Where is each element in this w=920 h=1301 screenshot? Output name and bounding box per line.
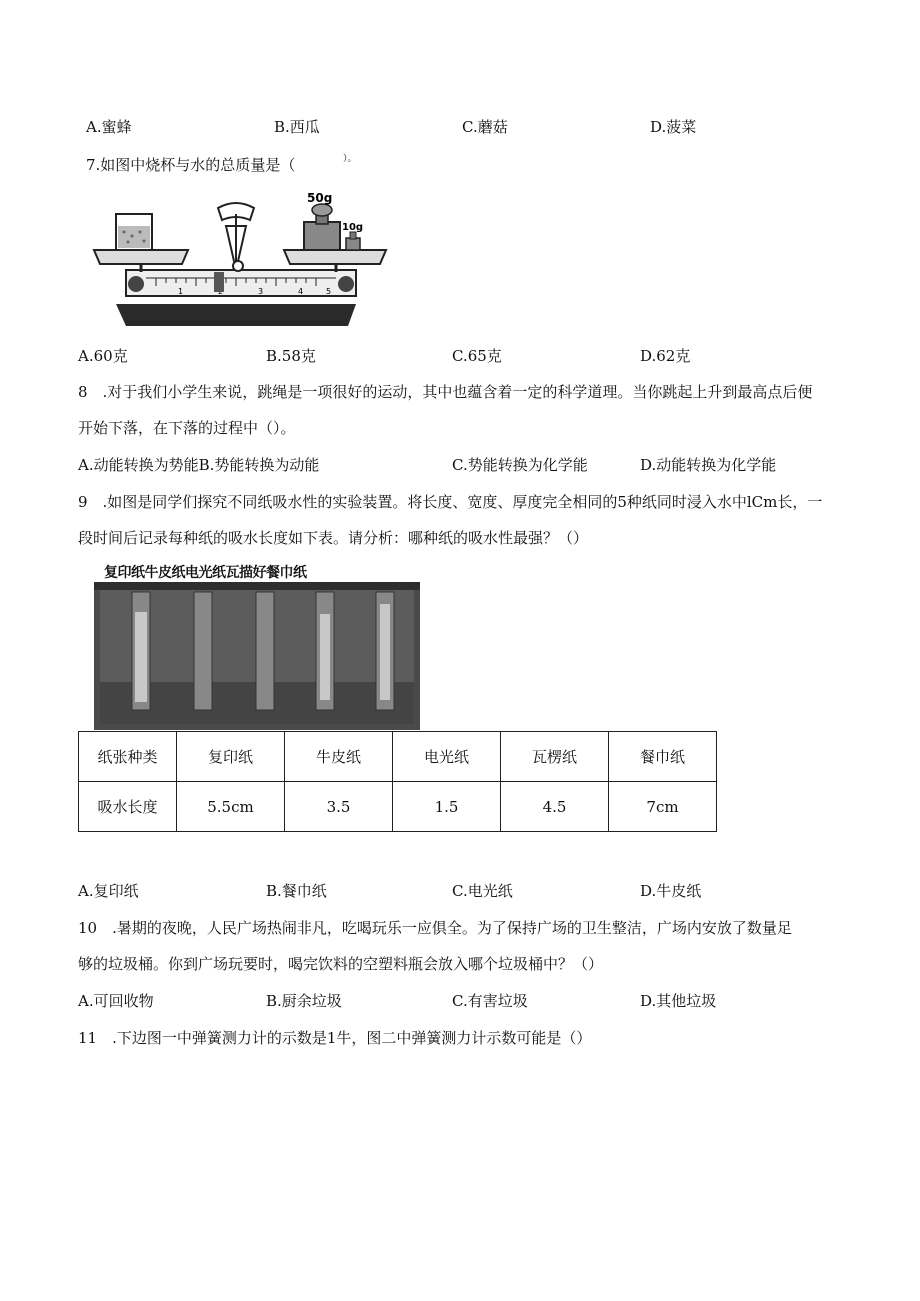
table-cell: 4.5 [501, 782, 609, 832]
q6-option-a: A.蜜蜂 [86, 118, 132, 136]
balance-scale-figure [86, 186, 391, 332]
q9-image-caption: 复印纸牛皮纸电光纸瓦描好餐巾纸 [104, 565, 307, 581]
scale-tick-1: 1 [178, 287, 184, 296]
q7-option-b: B.58克 [266, 347, 316, 365]
table-cell: 复印纸 [177, 732, 285, 782]
scale-tick-4: 4 [298, 287, 304, 296]
q9-option-a: A.复印纸 [78, 882, 139, 900]
q10-option-b: B.厨余垃圾 [266, 992, 342, 1010]
scale-tick-3: 3 [258, 287, 264, 296]
q6-option-c: C.蘑菇 [462, 118, 508, 136]
q10-option-a: A.可回收物 [78, 992, 154, 1010]
q8-option-ab: A.动能转换为势能B.势能转换为动能 [78, 456, 320, 474]
q8-line2: 开始下落，在下落的过程中（）。 [78, 419, 296, 437]
table-cell: 纸张种类 [79, 732, 177, 782]
table-cell: 5.5cm [177, 782, 285, 832]
q7-option-a: A.60克 [78, 347, 128, 365]
table-cell: 吸水长度 [79, 782, 177, 832]
q11-line1: 11 .下边图一中弹簧测力计的示数是1牛，图二中弹簧测力计示数可能是（） [78, 1029, 592, 1047]
q8-option-d: D.动能转换为化学能 [640, 456, 777, 474]
q9-line2: 段时间后记录每种纸的吸水长度如下表。请分析：哪种纸的吸水性最强？（） [78, 529, 589, 547]
q6-option-d: D.菠菜 [650, 118, 697, 136]
scale-rider [214, 272, 224, 292]
q10-option-d: D.其他垃圾 [640, 992, 717, 1010]
weight-50g-label: 50g [307, 191, 333, 205]
table-cell: 牛皮纸 [285, 732, 393, 782]
table-cell: 电光纸 [393, 732, 501, 782]
strip-foil-paper [256, 592, 274, 710]
table-cell: 瓦楞纸 [501, 732, 609, 782]
q10-option-c: C.有害垃圾 [452, 992, 528, 1010]
weight-50g [304, 222, 340, 250]
scale-base [116, 304, 356, 326]
scale-beam [126, 270, 356, 296]
q9-line1: 9 .如图是同学们探究不同纸吸水性的实验装置。将长度、宽度、厚度完全相同的5种纸同时浸入水中lCm长，一 [78, 493, 823, 511]
q10-line2: 够的垃圾桶。你到广场玩要时，喝完饮料的空塑料瓶会放入哪个垃圾桶中？（） [78, 955, 604, 973]
table-cell: 1.5 [393, 782, 501, 832]
q8-option-c: C.势能转换为化学能 [452, 456, 588, 474]
table-row [79, 732, 717, 782]
q10-line1: 10 .暑期的夜晚，人民广场热闹非凡，吃喝玩乐一应俱全。为了保持广场的卫生整洁，广场内安放了数量足 [78, 919, 792, 937]
scale-tick-5: 5 [326, 287, 332, 296]
paper-absorption-photo [94, 582, 420, 730]
right-pan [284, 250, 386, 264]
q9-option-d: D.牛皮纸 [640, 882, 702, 900]
q7-question-tail: ）。 [343, 154, 357, 164]
table-cell: 7cm [609, 782, 717, 832]
absorption-table [78, 731, 717, 832]
weight-10g [346, 238, 360, 250]
strip-kraft-paper [194, 592, 212, 710]
q7-option-d: D.62克 [640, 347, 691, 365]
left-pan [94, 250, 188, 264]
left-screw [128, 276, 144, 292]
table-cell: 餐巾纸 [609, 732, 717, 782]
table-row [79, 782, 717, 832]
q7-question: 7.如图中烧杯与水的总质量是（ [86, 156, 296, 174]
q6-option-b: B.西瓜 [274, 118, 320, 136]
q9-option-b: B.餐巾纸 [266, 882, 327, 900]
right-screw [338, 276, 354, 292]
q8-line1: 8 .对于我们小学生来说，跳绳是一项很好的运动，其中也蕴含着一定的科学道理。当你跳起上升到最高点后便 [78, 383, 813, 401]
q7-option-c: C.65克 [452, 347, 502, 365]
q9-option-c: C.电光纸 [452, 882, 513, 900]
weight-10g-label: 10g [342, 222, 364, 233]
beaker-water [118, 226, 150, 248]
table-cell: 3.5 [285, 782, 393, 832]
